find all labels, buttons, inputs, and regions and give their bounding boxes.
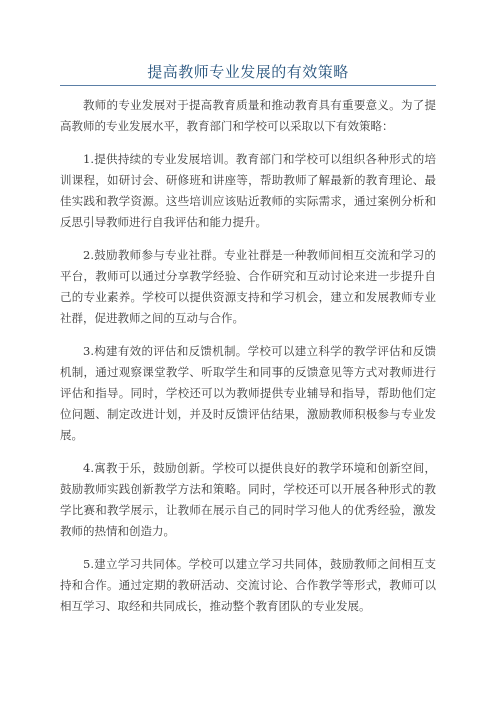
paragraph-strategy-5: 5.建立学习共同体。学校可以建立学习共同体，鼓励教师之间相互支持和合作。通过定期的教研活动、交流讨论、合作教学等形式，教师可以相互学习、取经和共同成长，推动整个教育团队的专业发展。 (60, 557, 436, 613)
paragraph-strategy-3: 3.构建有效的评估和反馈机制。学校可以建立科学的教学评估和反馈机制，通过观察课堂教学、听取学生和同事的反馈意见等方式对教师进行评估和指导。同时，学校还可以为教师提供专业辅导和指导，帮助他们定位问题、制定改进计划，并及时反馈评估结果，激励教师积极参与专业发展。 (60, 344, 436, 442)
title-divider (60, 85, 436, 86)
paragraph-strategy-1: 1.提供持续的专业发展培训。教育部门和学校可以组织各种形式的培训课程，如研讨会、研修班和讲座等，帮助教师了解最新的教育理论、最佳实践和教学资源。这些培训应该贴近教师的实际需求，通过案例分析和反思引导教师进行自我评估和能力提升。 (60, 152, 436, 229)
page-title: 提高教师专业发展的有效策略 (147, 63, 349, 81)
document-body (60, 95, 436, 629)
paragraph-intro: 教师的专业发展对于提高教育质量和推动教育具有重要意义。为了提高教师的专业发展水平，教育部门和学校可以采取以下有效策略： (60, 98, 436, 133)
paragraph-strategy-2: 2.鼓励教师参与专业社群。专业社群是一种教师间相互交流和学习的平台，教师可以通过分享教学经验、合作研究和互动讨论来进一步提升自己的专业素养。学校可以提供资源支持和学习机会，建立和发展教师专业社群，促进教师之间的互动与合作。 (60, 248, 436, 325)
paragraph-strategy-4: 4.寓教于乐，鼓励创新。学校可以提供良好的教学环境和创新空间，鼓励教师实践创新教学方法和策略。同时，学校还可以开展各种形式的教学比赛和教学展示，让教师在展示自己的同时学习他人的优秀经验，激发教师的热情和创造力。 (60, 461, 436, 538)
